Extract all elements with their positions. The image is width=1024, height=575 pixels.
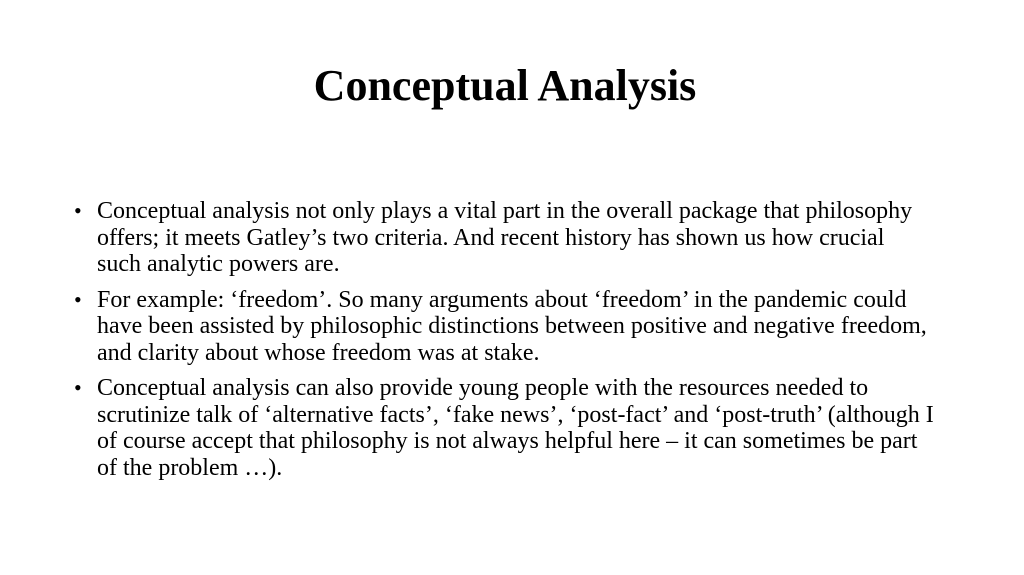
bullet-list xyxy=(74,198,934,490)
bullet-text: For example: ‘freedom’. So many arguments about ‘freedom’ in the pandemic could have been assisted by philosophic distinctions between positive and negative freedom, and clarity about whose freedom was at stake. xyxy=(97,286,927,366)
bullet-text: Conceptual analysis can also provide young people with the resources needed to scrutinize talk of ‘alternative facts’, ‘fake news’, ‘post-fact’ and ‘post-truth’ (although I of course accept that philosophy is not always helpful here – it can sometimes be part of the problem …). xyxy=(97,375,934,481)
bullet-dot-icon: • xyxy=(74,375,82,400)
bullet-text: Conceptual analysis not only plays a vital part in the overall package that philosophy offers; it meets Gatley’s two criteria. And recent history has shown us how crucial such analytic powers are. xyxy=(97,198,913,277)
slide-title: Conceptual Analysis xyxy=(313,61,697,110)
bullet-item xyxy=(74,375,934,481)
bullet-item xyxy=(74,198,934,278)
bullet-item xyxy=(74,287,934,367)
bullet-dot-icon: • xyxy=(74,198,82,223)
bullet-dot-icon: • xyxy=(74,286,82,312)
